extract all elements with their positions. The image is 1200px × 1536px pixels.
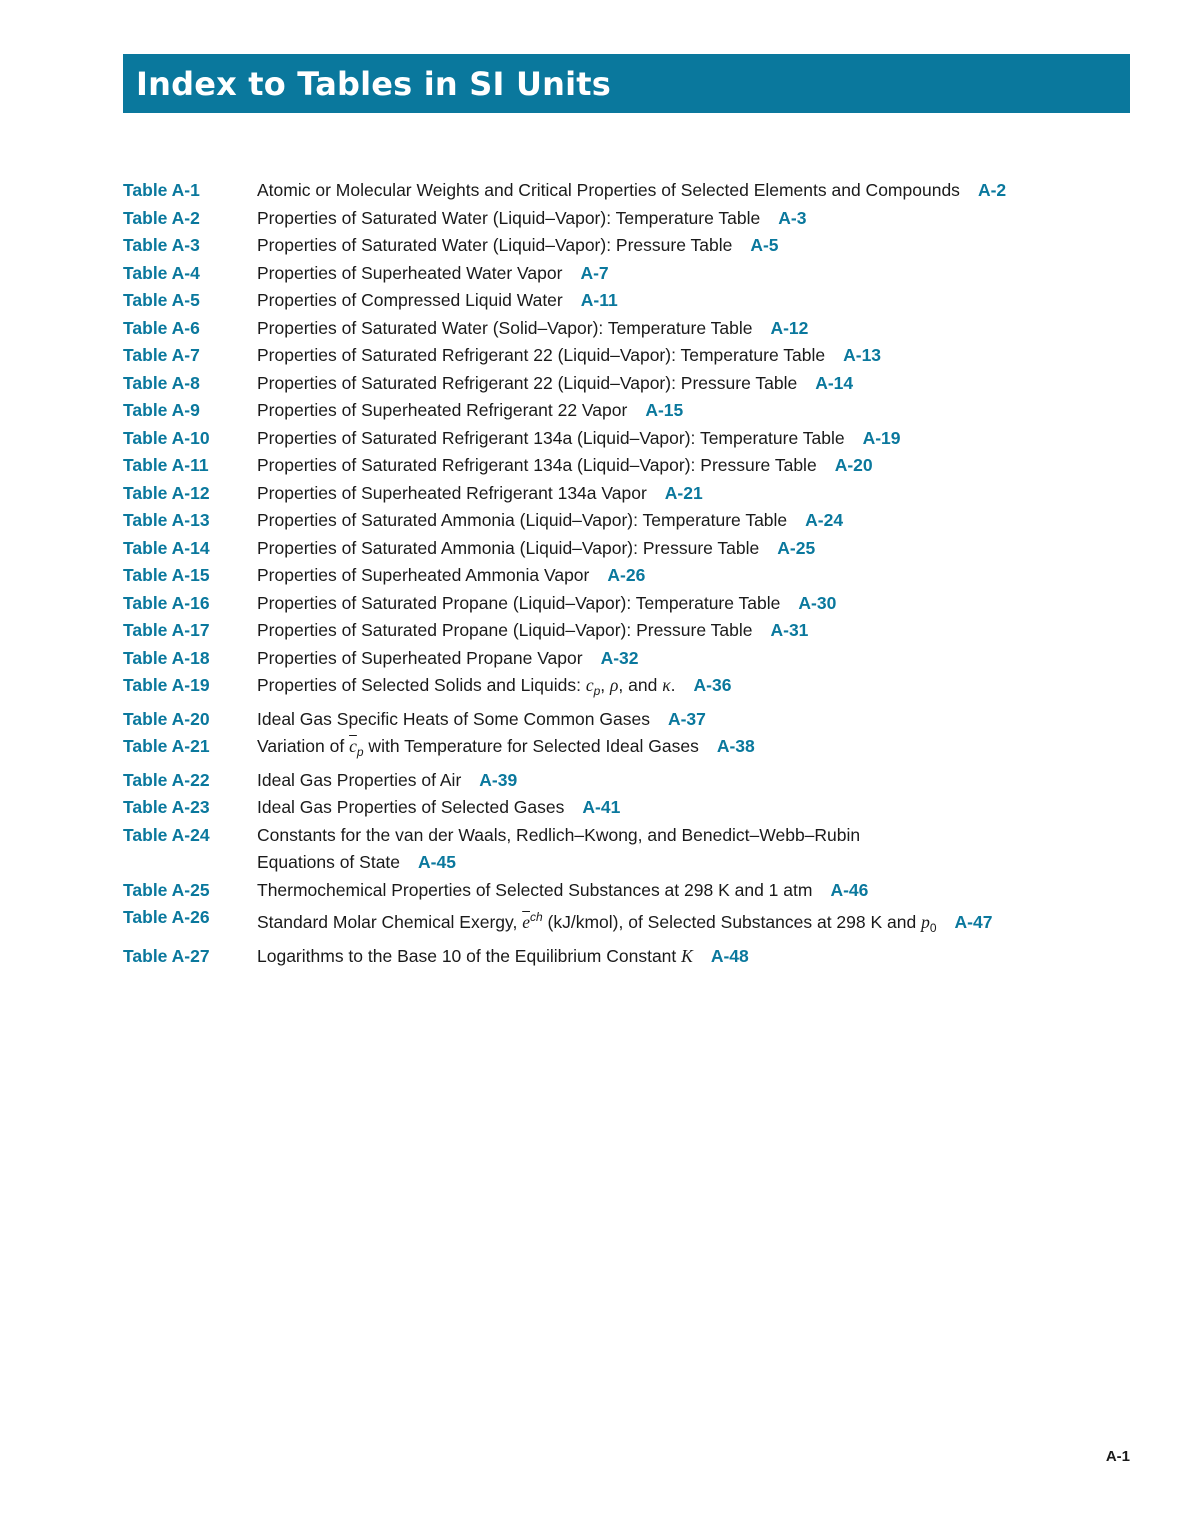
entry-body <box>257 672 1123 706</box>
entry-title: Properties of Superheated Refrigerant 22 Vapor <box>257 400 628 420</box>
entry-body <box>257 562 1123 590</box>
entry-title: Properties of Saturated Refrigerant 22 (Liquid–Vapor): Temperature Table <box>257 345 826 365</box>
entry-separator: , and <box>618 675 663 695</box>
entry-label[interactable]: Table A-17 <box>123 620 210 640</box>
list-item[interactable] <box>123 205 1123 233</box>
entry-page[interactable]: A-47 <box>954 912 993 932</box>
entry-label[interactable]: Table A-26 <box>123 907 210 927</box>
entry-label[interactable]: Table A-14 <box>123 537 210 558</box>
table-index-list <box>123 177 1123 970</box>
symbol-K: K <box>681 945 693 966</box>
entry-body <box>257 397 1123 425</box>
entry-label[interactable]: Table A-23 <box>123 797 210 817</box>
entry-label[interactable]: Table A-2 <box>123 207 200 228</box>
entry-page[interactable]: A-13 <box>843 345 882 365</box>
entry-title: Properties of Saturated Refrigerant 134a (Liquid–Vapor): Temperature Table <box>257 427 845 448</box>
symbol-c-bar: $\overline{c}$ <box>349 736 357 756</box>
entry-page[interactable]: A-41 <box>582 797 621 817</box>
entry-label[interactable]: Table A-10 <box>123 427 210 448</box>
entry-page[interactable]: A-11 <box>580 290 618 310</box>
entry-page[interactable]: A-32 <box>600 647 639 668</box>
entry-title: Properties of Saturated Propane (Liquid–Vapor): Temperature Table <box>257 592 781 613</box>
entry-title: Ideal Gas Properties of Selected Gases <box>257 797 565 817</box>
entry-page[interactable]: A-20 <box>834 455 873 475</box>
page-title: Index to Tables in SI Units <box>136 64 612 103</box>
entry-page[interactable]: A-36 <box>693 675 732 695</box>
entry-label[interactable]: Table A-13 <box>123 510 210 530</box>
list-item[interactable] <box>123 507 1123 535</box>
entry-page[interactable]: A-25 <box>777 537 816 558</box>
entry-title: Properties of Saturated Ammonia (Liquid–Vapor): Pressure Table <box>257 537 760 558</box>
list-item[interactable] <box>123 452 1123 480</box>
entry-label[interactable]: Table A-3 <box>123 235 200 255</box>
entry-title-mid: (kJ/kmol), of Selected Substances at 298 K and <box>542 912 922 932</box>
entry-label[interactable]: Table A-8 <box>123 372 200 393</box>
entry-title-line2: Equations of State <box>257 852 401 872</box>
symbol-p: p <box>921 912 930 932</box>
entry-page[interactable]: A-45 <box>418 852 456 872</box>
entry-page[interactable]: A-31 <box>770 620 809 640</box>
list-item[interactable] <box>123 177 1123 205</box>
entry-page[interactable]: A-19 <box>862 427 901 448</box>
entry-body <box>257 370 1123 398</box>
entry-title: Ideal Gas Specific Heats of Some Common Gases <box>257 708 650 729</box>
entry-body <box>257 706 1123 734</box>
entry-title: Properties of Selected Solids and Liquids: <box>257 675 586 695</box>
entry-title: Properties of Saturated Refrigerant 22 (Liquid–Vapor): Pressure Table <box>257 372 798 393</box>
list-item[interactable] <box>123 535 1123 563</box>
entry-title: Logarithms to the Base 10 of the Equilibrium Constant <box>257 945 682 966</box>
entry-body <box>257 877 1123 905</box>
entry-title: Properties of Superheated Refrigerant 134a Vapor <box>257 482 647 503</box>
entry-page[interactable]: A-39 <box>479 769 518 790</box>
entry-title-end: with Temperature for Selected Ideal Gases <box>363 736 699 756</box>
list-item[interactable] <box>123 794 1123 822</box>
list-item[interactable] <box>123 943 1123 971</box>
entry-page[interactable]: A-26 <box>607 565 646 585</box>
symbol-c-subscript: p <box>593 684 601 698</box>
list-item[interactable] <box>123 232 1123 260</box>
list-item[interactable] <box>123 672 1123 706</box>
entry-title: Properties of Superheated Ammonia Vapor <box>257 565 590 585</box>
entry-body <box>257 943 1123 971</box>
entry-body <box>257 507 1123 535</box>
list-item[interactable] <box>123 904 1123 943</box>
entry-label[interactable]: Table A-1 <box>123 180 200 200</box>
entry-label[interactable]: Table A-18 <box>123 647 210 668</box>
list-item[interactable] <box>123 260 1123 288</box>
entry-body <box>257 767 1123 795</box>
symbol-c-subscript: p <box>356 745 364 759</box>
entry-title-continued <box>257 849 1123 877</box>
entry-page[interactable]: A-30 <box>798 592 837 613</box>
entry-label[interactable]: Table A-11 <box>123 455 209 475</box>
entry-label[interactable]: Table A-22 <box>123 769 210 790</box>
entry-title: Ideal Gas Properties of Air <box>257 769 462 790</box>
list-item[interactable] <box>123 425 1123 453</box>
page-number: A-1 <box>1105 1448 1130 1465</box>
entry-body <box>257 822 1123 877</box>
list-item[interactable] <box>123 562 1123 590</box>
entry-title: Constants for the van der Waals, Redlich–Kwong, and Benedict–Webb–Rubin <box>257 824 861 845</box>
entry-page[interactable]: A-24 <box>805 510 844 530</box>
entry-body <box>257 733 1123 767</box>
entry-page[interactable]: A-7 <box>580 262 609 283</box>
entry-body <box>257 342 1123 370</box>
entry-title: Properties of Saturated Ammonia (Liquid–Vapor): Temperature Table <box>257 510 788 530</box>
entry-body <box>257 590 1123 618</box>
entry-label[interactable]: Table A-16 <box>123 592 210 613</box>
list-item[interactable] <box>123 480 1123 508</box>
entry-page[interactable]: A-2 <box>977 180 1007 200</box>
list-item[interactable] <box>123 342 1123 370</box>
list-item[interactable] <box>123 645 1123 673</box>
symbol-e-superscript: ch <box>529 910 543 924</box>
header-band <box>123 54 1130 113</box>
entry-page[interactable]: A-48 <box>710 945 749 966</box>
entry-title: Properties of Superheated Propane Vapor <box>257 647 583 668</box>
entry-title: Thermochemical Properties of Selected Substances at 298 K and 1 atm <box>257 879 813 900</box>
entry-label[interactable]: Table A-9 <box>123 400 200 420</box>
entry-label[interactable]: Table A-24 <box>123 824 210 845</box>
list-item[interactable] <box>123 733 1123 767</box>
entry-title: Variation of <box>257 736 350 756</box>
entry-page[interactable]: A-12 <box>770 317 809 338</box>
entry-title: Properties of Saturated Propane (Liquid–Vapor): Pressure Table <box>257 620 753 640</box>
list-item[interactable] <box>123 397 1123 425</box>
entry-page[interactable]: A-21 <box>664 482 703 503</box>
entry-title: Properties of Superheated Water Vapor <box>257 262 563 283</box>
entry-body <box>257 315 1123 343</box>
list-item[interactable] <box>123 287 1123 315</box>
entry-title: Standard Molar Chemical Exergy, <box>257 912 523 932</box>
entry-title: Properties of Saturated Water (Liquid–Vapor): Pressure Table <box>257 235 733 255</box>
entry-title: Atomic or Molecular Weights and Critical Properties of Selected Elements and Compounds <box>257 180 960 200</box>
entry-body <box>257 260 1123 288</box>
entry-title: Properties of Compressed Liquid Water <box>257 290 563 310</box>
entry-label[interactable]: Table A-15 <box>123 565 210 585</box>
entry-body <box>257 425 1123 453</box>
symbol-rho: ρ <box>610 675 619 695</box>
symbol-c: c <box>585 675 594 695</box>
entry-label[interactable]: Table A-27 <box>123 945 210 966</box>
entry-page[interactable]: A-15 <box>645 400 684 420</box>
entry-body <box>257 287 1123 315</box>
list-item[interactable] <box>123 370 1123 398</box>
entry-body <box>257 452 1123 480</box>
entry-body <box>257 535 1123 563</box>
entry-label[interactable]: Table A-6 <box>123 317 200 338</box>
entry-page[interactable]: A-14 <box>815 372 854 393</box>
entry-label[interactable]: Table A-25 <box>123 879 210 900</box>
list-item[interactable] <box>123 617 1123 645</box>
symbol-p-subscript: 0 <box>929 921 937 935</box>
entry-title: Properties of Saturated Refrigerant 134a (Liquid–Vapor): Pressure Table <box>257 455 817 475</box>
entry-body <box>257 904 1123 943</box>
entry-label[interactable]: Table A-20 <box>123 708 210 729</box>
list-item[interactable] <box>123 767 1123 795</box>
list-item[interactable] <box>123 590 1123 618</box>
entry-body <box>257 617 1123 645</box>
list-item[interactable] <box>123 877 1123 905</box>
entry-page[interactable]: A-37 <box>667 708 706 729</box>
entry-title-end: . <box>670 675 676 695</box>
symbol-kappa: κ <box>662 675 671 695</box>
entry-body <box>257 645 1123 673</box>
entry-page[interactable]: A-5 <box>750 235 779 255</box>
entry-label[interactable]: Table A-7 <box>123 345 200 365</box>
entry-body <box>257 177 1123 205</box>
entry-title: Properties of Saturated Water (Liquid–Vapor): Temperature Table <box>257 207 761 228</box>
entry-body <box>257 232 1123 260</box>
entry-page[interactable]: A-3 <box>778 207 807 228</box>
entry-label[interactable]: Table A-21 <box>123 736 210 756</box>
entry-label[interactable]: Table A-5 <box>123 290 200 310</box>
entry-page[interactable]: A-38 <box>716 736 755 756</box>
entry-title: Properties of Saturated Water (Solid–Vapor): Temperature Table <box>257 317 753 338</box>
entry-label[interactable]: Table A-19 <box>123 675 210 695</box>
entry-body <box>257 794 1123 822</box>
entry-body <box>257 480 1123 508</box>
entry-separator: , <box>600 675 611 695</box>
entry-label[interactable]: Table A-4 <box>123 262 200 283</box>
entry-label[interactable]: Table A-12 <box>123 482 210 503</box>
list-item[interactable] <box>123 706 1123 734</box>
list-item[interactable] <box>123 822 1123 877</box>
entry-body <box>257 205 1123 233</box>
entry-page[interactable]: A-46 <box>830 879 869 900</box>
symbol-e-bar: $\overline{e}$ <box>522 912 530 932</box>
list-item[interactable] <box>123 315 1123 343</box>
